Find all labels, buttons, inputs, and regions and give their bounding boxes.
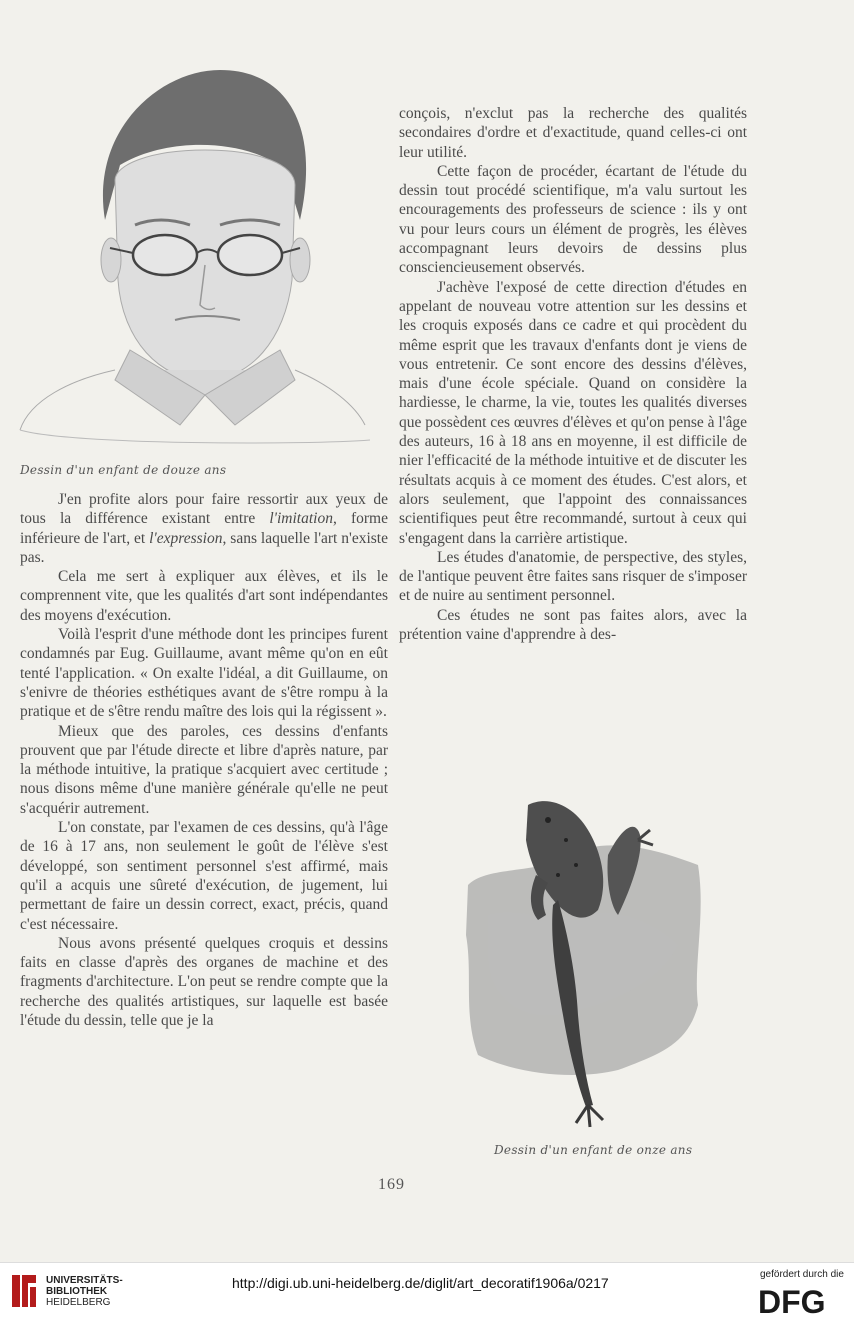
- library-name: [46, 1275, 123, 1308]
- caption-left: Dessin d'un enfant de douze ans: [20, 463, 227, 477]
- caption-right: Dessin d'un enfant de onze ans: [494, 1143, 693, 1157]
- paragraph: Cette façon de procéder, écartant de l'étude du dessin tout procédé scientifique, m'a valu surtout les encouragements des professeurs de science : ils y ont vu pour leurs cours un élément de progrès, les élèves accompagnant leurs devoirs de dessins plus consciencieusement observés.: [399, 162, 747, 277]
- university-logo-icon: [8, 1271, 40, 1311]
- paragraph: Les études d'anatomie, de perspective, des styles, de l'antique peuvent être faites sans risquer de s'imposer et de nuire au sentiment personnel.: [399, 548, 747, 605]
- paragraph: Ces études ne sont pas faites alors, avec la prétention vaine d'apprendre à des-: [399, 606, 747, 644]
- library-line: UNIVERSITÄTS-: [46, 1275, 123, 1286]
- right-column-text: [399, 104, 747, 644]
- funder-label: gefördert durch die: [760, 1269, 844, 1280]
- paragraph: Voilà l'esprit d'une méthode dont les principes furent condamnés par Eug. Guillaume, avant même qu'on en eût tenté l'application. « On exalte l'idéal, a dit Guillaume, on s'enivre de théories esthétiques avant de s'être rompu à la pratique et de s'être rendu maître des lois qui la régissent ».: [20, 626, 388, 721]
- frog-drawing: [458, 795, 708, 1135]
- paragraph: Nous avons présenté quelques croquis et dessins faits en classe d'après des organes de machine et des fragments d'architecture. L'on peut se rendre compte que la recherche des qualités artistiques, sur laquelle est basée l'étude du dessin, telle que je la: [20, 934, 388, 1030]
- paragraph: Cela me sert à expliquer aux élèves, et ils le comprennent vite, que les qualités d'art sont indépendantes des moyens d'exécution.: [20, 568, 388, 624]
- left-column-text: [20, 490, 388, 1030]
- paragraph: conçois, n'exclut pas la recherche des qualités secondaires d'ordre et d'exactitude, quand celles-ci ont leur utilité.: [399, 105, 747, 161]
- paragraph: J'achève l'exposé de cette direction d'études en appelant de nouveau votre attention sur les dessins et les croquis exposés dans ce cadre et qui procèdent du même esprit que les travaux d'enfants dont je viens de vous entretenir. Ce sont encore des dessins d'élèves, mais d'une école spéciale. Quand on considère la hardiesse, le charme, la vie, toutes les qualités diverses que possèdent ces œuvres d'élèves et qu'on pense à l'âge des auteurs, 16 à 18 ans en moyenne, il est difficile de nier l'efficacité de la méthode intuitive et de discuter les résultats acquis à ce moment des études. C'est alors, et alors seulement, que l'appoint des connaissances scientifiques peut être recommandé, surtout à ceux qui s'engagent dans la carrière artistique.: [399, 278, 747, 547]
- svg-text:DFG: DFG: [758, 1285, 826, 1317]
- page-number: 169: [378, 1176, 405, 1193]
- paragraph: J'en profite alors pour faire ressortir aux yeux de tous la différence existant entre l'imitation, forme inférieure de l'art, et l'expression, sans laquelle l'art n'existe pas.: [20, 491, 388, 566]
- footer-bar: [0, 1262, 854, 1323]
- dfg-logo: [758, 1285, 844, 1317]
- portrait-drawing: [10, 50, 380, 450]
- paragraph: L'on constate, par l'examen de ces dessins, qu'à l'âge de 16 à 17 ans, non seulement le goût de l'élève s'est développé, son sentiment personnel s'est affirmé, mais qu'il a acquis une sûreté d'exécution, de jugement, lui permettant de faire un dessin correct, exact, précis, quand c'est nécessaire.: [20, 819, 388, 933]
- source-url-link[interactable]: http://digi.ub.uni-heidelberg.de/diglit/art_decoratif1906a/0217: [232, 1275, 609, 1291]
- library-line: HEIDELBERG: [46, 1297, 111, 1308]
- paragraph: Mieux que des paroles, ces dessins d'enfants prouvent que par l'étude directe et libre d'après nature, par la méthode intuitive, la pratique s'acquiert avec certitude ; nous disons même d'une manière générale qu'elle ne peut s'acquérir autrement.: [20, 722, 388, 817]
- library-line: BIBLIOTHEK: [46, 1286, 108, 1297]
